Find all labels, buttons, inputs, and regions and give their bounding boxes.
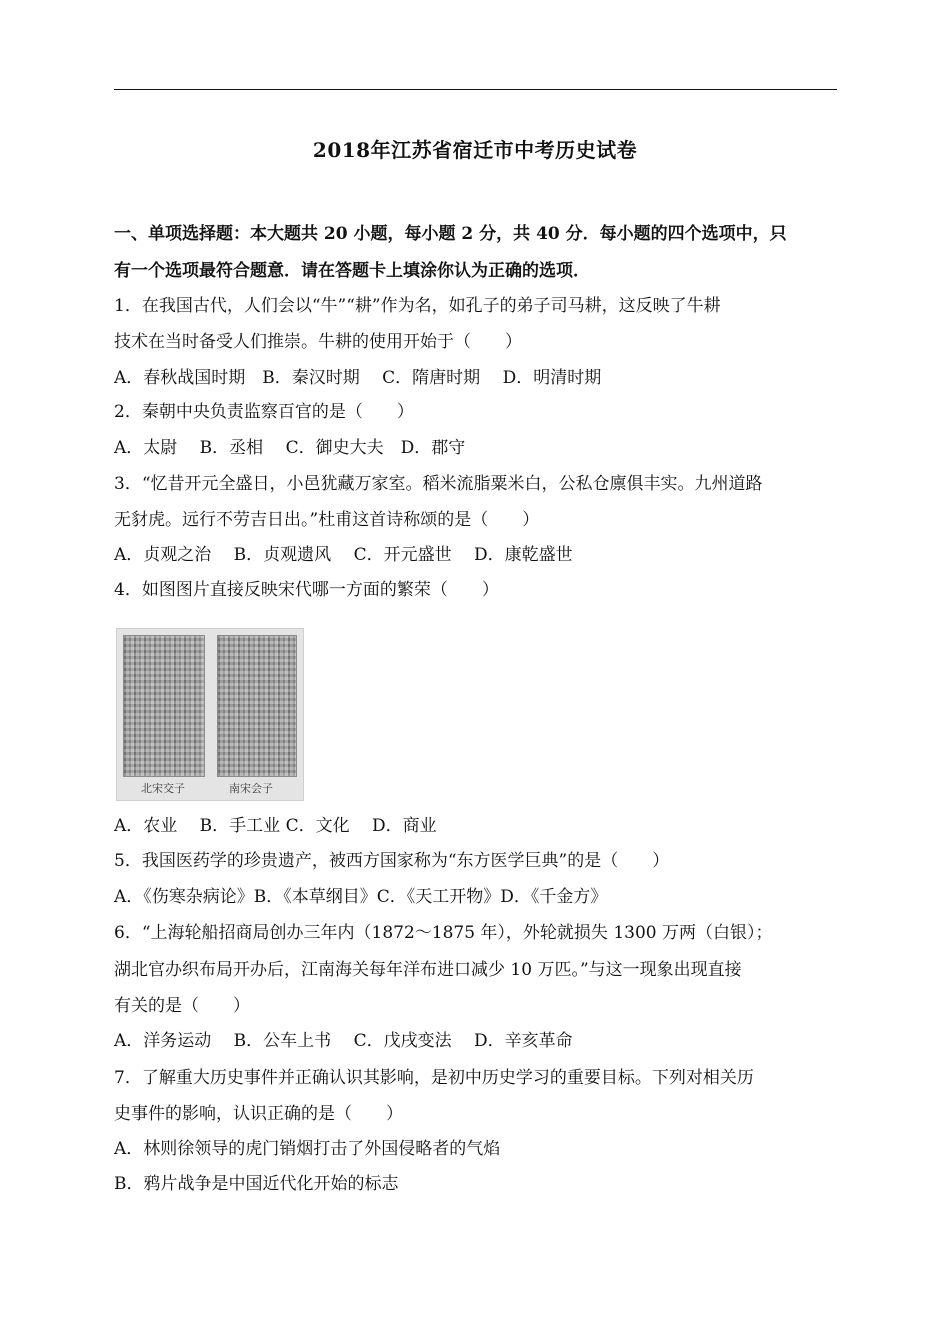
q5-options: A．《伤寒杂病论》B．《本草纲目》C．《天工开物》D．《千金方》 — [114, 887, 608, 907]
q6-options: A．洋务运动 B．公车上书 C．戊戌变法 D．辛亥革命 — [114, 1031, 573, 1051]
figure-caption-right: 南宋会子 — [229, 782, 273, 795]
q1-stem-line-1: 1．在我国古代，人们会以“牛”“耕”作为名，如孔子的弟子司马耕，这反映了牛耕 — [114, 296, 721, 316]
q6-stem-line-1: 6．“上海轮船招商局创办三年内（1872～1875 年），外轮就损失 1300 万两（白银）； — [114, 923, 773, 943]
q3-options: A．贞观之治 B．贞观遗风 C．开元盛世 D．康乾盛世 — [114, 545, 573, 565]
q2-stem: 2．秦朝中央负责监察百官的是（ ） — [114, 402, 414, 422]
header-rule — [114, 89, 837, 90]
huizi-banknote-image — [217, 635, 297, 777]
q5-stem: 5．我国医药学的珍贵遗产，被西方国家称为“东方医学巨典”的是（ ） — [114, 851, 670, 871]
q6-stem-line-2: 湖北官办织布局开办后，江南海关每年洋布进口减少 10 万匹。”与这一现象出现直接 — [114, 960, 742, 980]
q7-option-a: A．林则徐领导的虎门销烟打击了外国侵略者的气焰 — [114, 1139, 501, 1159]
q1-options: A．春秋战国时期 B．秦汉时期 C．隋唐时期 D．明清时期 — [114, 368, 602, 388]
section-instruction-line-2: 有一个选项最符合题意．请在答题卡上填涂你认为正确的选项． — [114, 261, 590, 281]
q7-stem-line-2: 史事件的影响，认识正确的是（ ） — [114, 1104, 403, 1124]
section-instruction-line-1: 一、单项选择题：本大题共 20 小题，每小题 2 分，共 40 分．每小题的四个选项中，只 — [114, 224, 787, 244]
q6-stem-line-3: 有关的是（ ） — [114, 996, 250, 1016]
q2-options: A．太尉 B．丞相 C．御史大夫 D．郡守 — [114, 438, 466, 458]
q4-options: A．农业 B．手工业 C．文化 D．商业 — [114, 816, 437, 836]
q7-option-b: B．鸦片战争是中国近代化开始的标志 — [114, 1174, 399, 1194]
q7-stem-line-1: 7．了解重大历史事件并正确认识其影响，是初中历史学习的重要目标。下列对相关历 — [114, 1068, 754, 1088]
q1-stem-line-2: 技术在当时备受人们推崇。牛耕的使用开始于（ ） — [114, 332, 522, 352]
jiaozi-banknote-image — [123, 635, 205, 777]
q4-figure-song-paper-money — [116, 628, 304, 801]
q4-stem: 4．如图图片直接反映宋代哪一方面的繁荣（ ） — [114, 580, 499, 600]
page-title: 2018年江苏省宿迁市中考历史试卷 — [312, 138, 638, 162]
q3-stem-line-2: 无豺虎。远行不劳吉日出。”杜甫这首诗称颂的是（ ） — [114, 510, 540, 530]
figure-caption-left: 北宋交子 — [141, 782, 185, 795]
q3-stem-line-1: 3．“忆昔开元全盛日，小邑犹藏万家室。稻米流脂粟米白，公私仓廪俱丰实。九州道路 — [114, 474, 763, 494]
